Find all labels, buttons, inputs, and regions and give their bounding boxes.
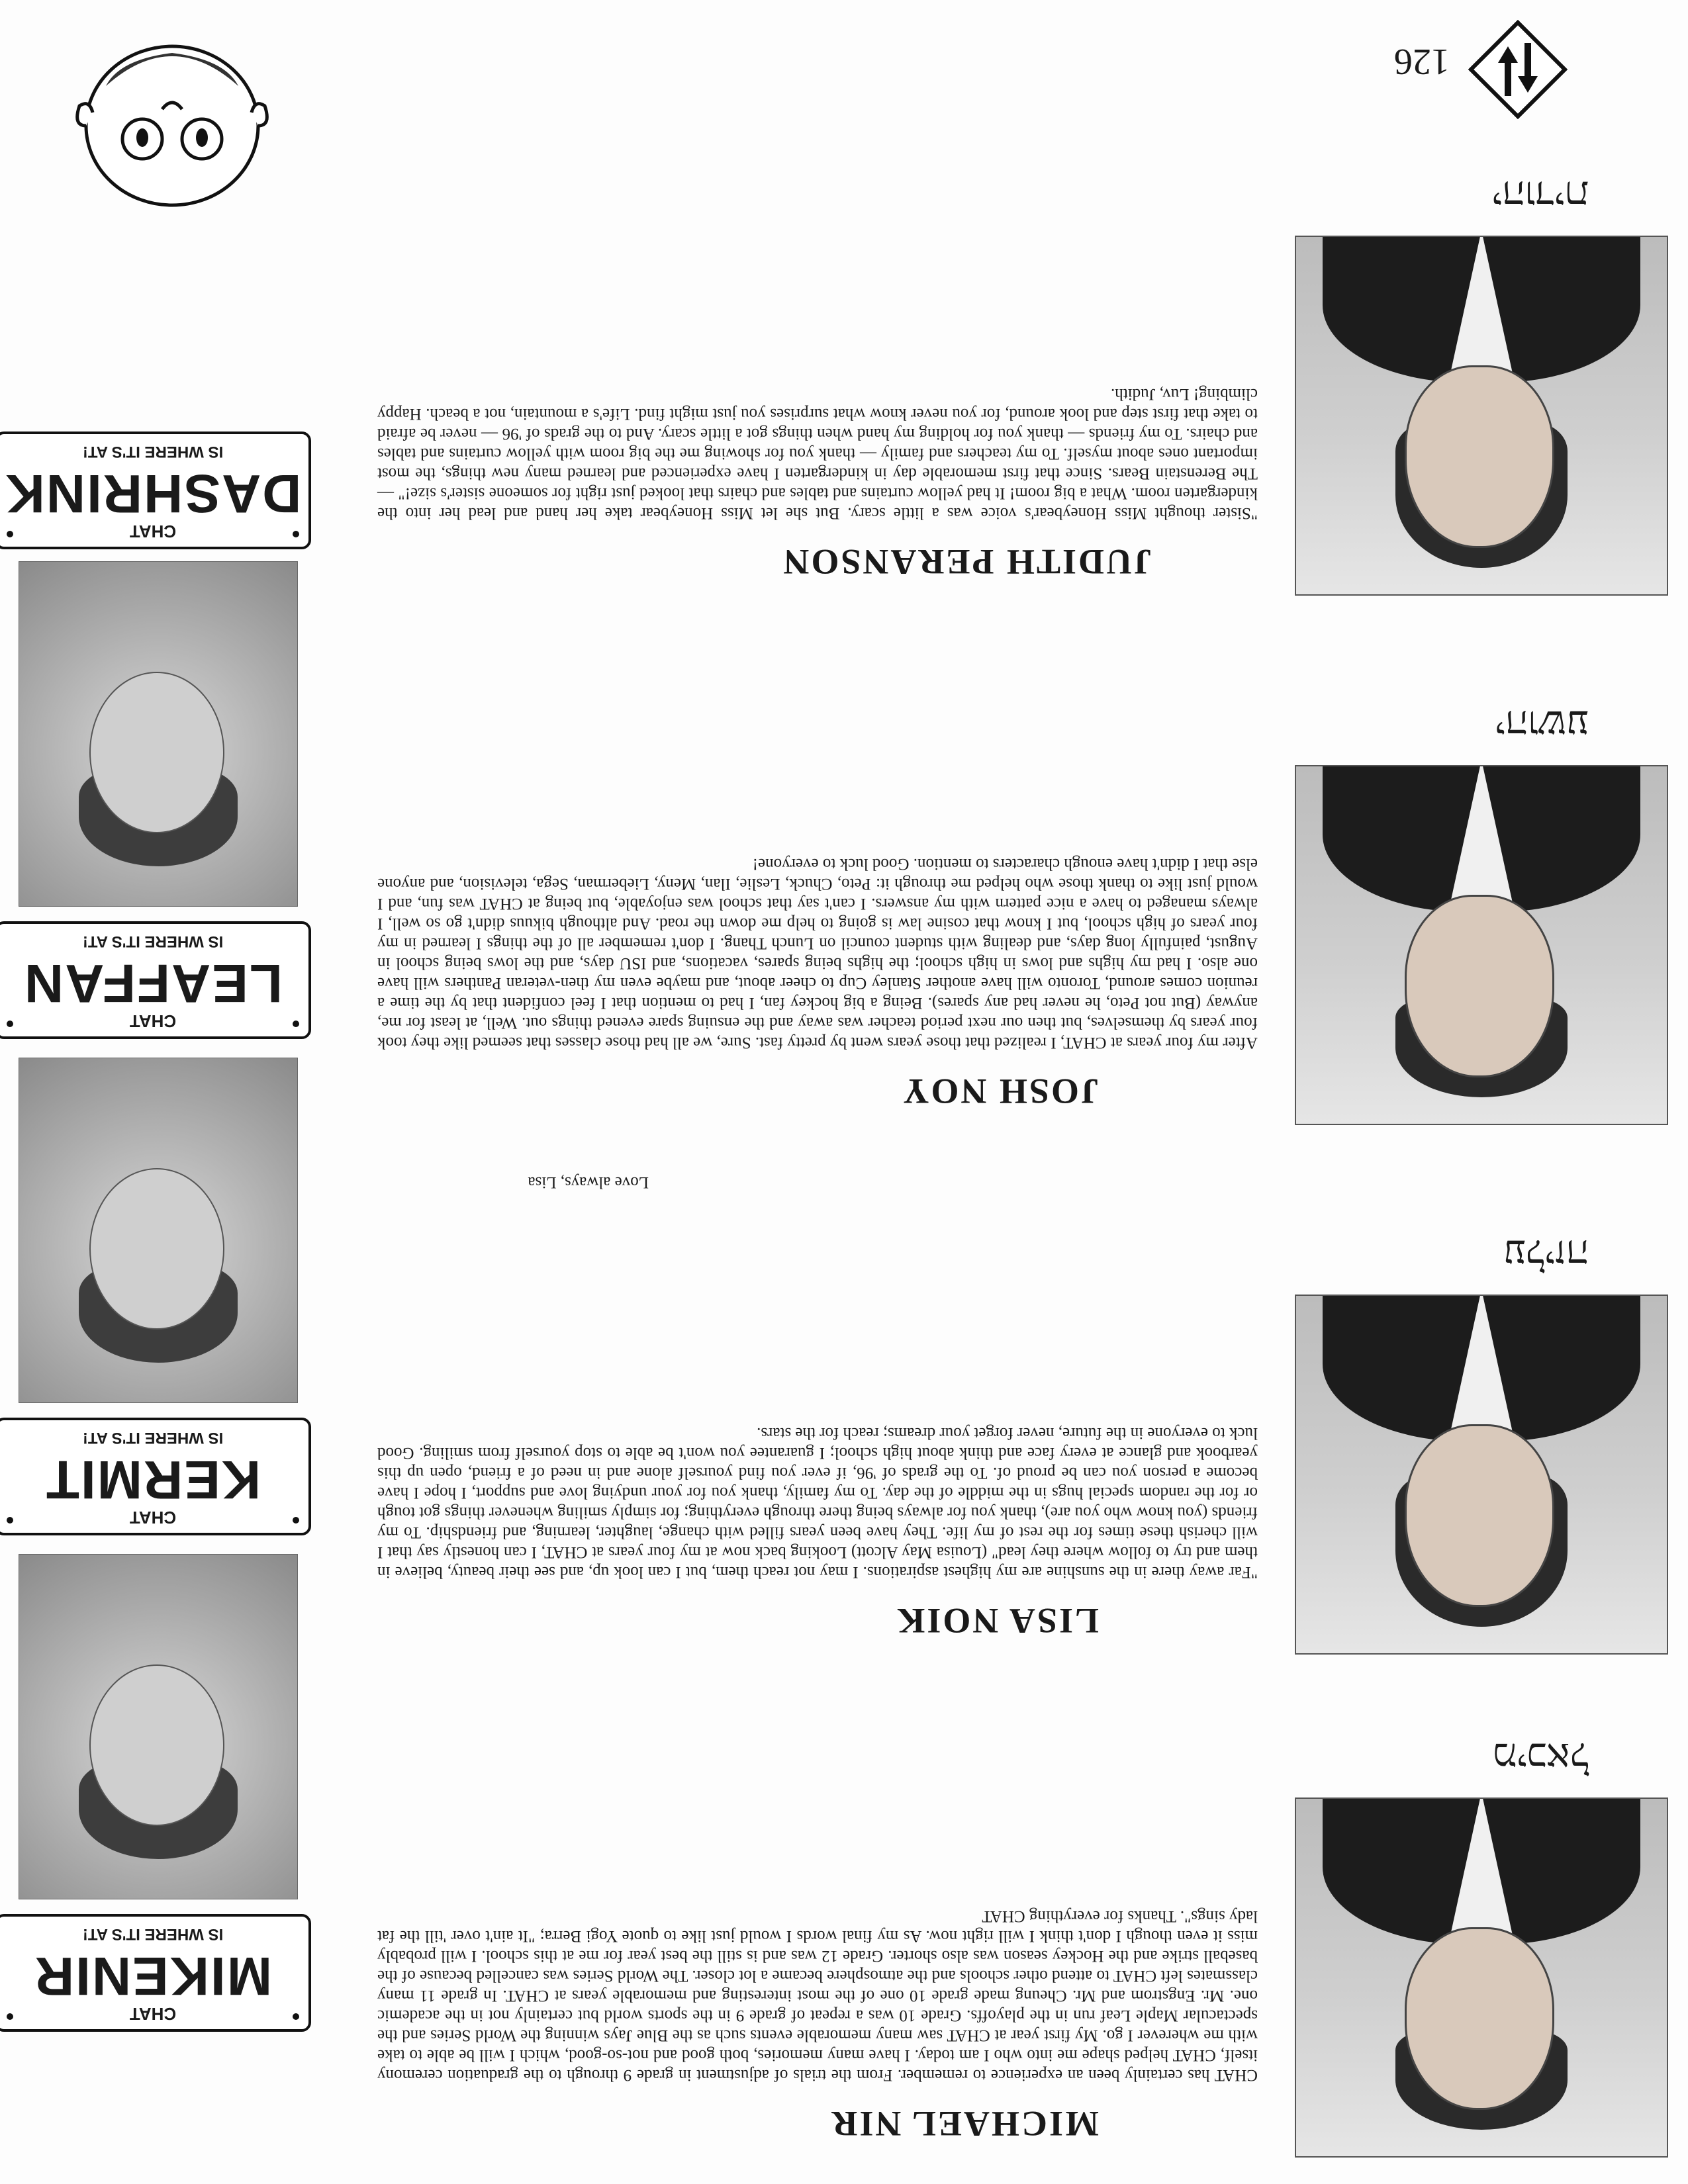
grad-bio: "Far away there in the sunshine are my highest aspirations. I may not reach them, but I can look up, and see their beauty, believe in them and try to follow where they lead" (Louisa May Alcott) Looking back now at my four years at CHAT, I can honestly say that I will cherish these times for the rest of my life. They have been years filled with change, laughter, learning, and friendship. To my friends (you know who you are), thank you for always being there through everything; for simply smiling whenever things got tough or for the random special hugs in the middle of the day. To my family, thank you for your undying love and support, I hope I have become a person you can be proud of. To the grads of '96, if ever you find yourself alone and in need of a friend, open up this yearbook and glance at every face and think about high school; I guarantee you won't be able to stop yourself from smiling. Good luck to everyone in the future, never forget your dreams; reach for the stars. (377, 1424, 1258, 1581)
grad-portrait-photo (1295, 236, 1668, 596)
hebrew-name: מיכאל (1493, 1734, 1589, 1780)
plate-main-text: MIKENIR (33, 1946, 273, 2006)
plate-bottom-text: IS WHERE IT'S AT! (82, 443, 224, 461)
plate-bottom-text: IS WHERE IT'S AT! (82, 1429, 224, 1447)
sidebar (0, 0, 324, 2184)
childhood-photo (19, 1058, 298, 1403)
grad-portrait-photo (1295, 1797, 1668, 2158)
grad-name: JOSH NOY (901, 1071, 1099, 1111)
plate-top-text: CHAT (129, 1508, 177, 1527)
license-plate (0, 432, 311, 549)
plate-main-text: DASHRINK (4, 463, 302, 523)
grad-portrait-photo (1295, 765, 1668, 1125)
childhood-photo (19, 561, 298, 907)
license-plate (0, 1914, 311, 2032)
plate-bottom-text: IS WHERE IT'S AT! (82, 933, 224, 950)
hebrew-name: יהושע (1494, 702, 1589, 748)
grad-name: JUDITH PERANSON (781, 542, 1152, 582)
grad-portrait-photo (1295, 1295, 1668, 1655)
grad-name: MICHAEL NIR (829, 2104, 1099, 2144)
divided-road-sign-icon (1468, 20, 1568, 119)
plate-top-text: CHAT (129, 522, 177, 541)
plate-bottom-text: IS WHERE IT'S AT! (82, 1925, 224, 1943)
plate-main-text: KERMIT (44, 1449, 261, 1510)
grad-bio: After my four years at CHAT, I realized that those years went by pretty fast. Sure, we all had those classes that seemed like they took four years by themselves, but then our next period teacher was away and the ensuing spare evened things out. Well, at least for me, anyway (But not Peto, he never had any spares). Being a big hockey fan, I had to mention that I feel confident that by the time a reunion comes around, Toronto will have another Stanley Cup to cheer about, and maybe even my then-veteran Panthers will have one also. I had my highs and lows in high school; the highs being spares, vacations, and ISU days, and the lows being school in August, painfully long days, and dealing with student council on Lunch Thang. I don't remember all of the things I learned in my four years of high school, but I know that cosine law is going to help me down the road. And although bikuus didn't go so well, I always managed to have a nice pattern with my answers. I can't say that school was enjoyable, but being at CHAT was fun, and I would just like to thank those who helped me through it: Peto, Chuck, Leslie, Ilan, Meny, Lieberman, Sega, television, and anyone else that I didn't have enough characters to mention. Good luck to everyone! (377, 855, 1258, 1052)
plate-main-text: LEAFFAN (23, 953, 283, 1013)
page-number: 126 (1394, 41, 1450, 82)
grad-signoff: Love always, Lisa (528, 1173, 649, 1191)
childhood-photo (19, 1554, 298, 1899)
plate-top-text: CHAT (129, 2004, 177, 2024)
license-plate (0, 1418, 311, 1535)
grad-entry-josh-noy (377, 622, 1668, 1125)
grad-name: LISA NOIK (895, 1601, 1099, 1641)
hebrew-name: יהודית (1491, 172, 1589, 218)
license-plate (0, 921, 311, 1039)
hebrew-name: עליזה (1503, 1231, 1589, 1277)
grad-entry-judith-peranson (377, 119, 1668, 596)
grad-entry-lisa-noik (377, 1152, 1668, 1655)
grad-bio: CHAT has certainly been an experience to remember. From the trials of adjustment in grade 9 through to the graduation ceremony itself, CHAT helped shape me into who I am today. I have many memories, both good and not-so-good, which I will be able to take with me wherever I go. My first year at CHAT saw many memorable events such as the Blue Jays winning the World Series and the spectacular Maple Leaf run in the playoffs. Grade 10 was a repeat of grade 9 in the sports world but certainly not in the academic one. Mr. Engstrom and Mr. Cheung made grade 10 one of the most interesting and memorable years at CHAT. In grade 11 many classmates left CHAT to attend other schools and the atmosphere became a lot closer. The World Series was cancelled because of the baseball strike and the Hockey season was also shorter. Grade 12 was and is still the best year for me at this school. I will probably miss it even though I don't think I will right now. As my final words I would just like to quote Yogi Berra; "It ain't over 'till the fat lady sings". Thanks for everything CHAT (377, 1907, 1258, 2084)
grad-bio: "Sister thought Miss Honeybear's voice was a little scary. But she let Miss Honeybear take her hand and lead her into the kindergarten room. What a big room! It had yellow curtains and tables and chairs that looked just right for someone sister's size!" — The Berenstain Bears. Since that first memorable day in kindergarten I have experienced and learned many new things, the most important ones about myself. To my teachers and family — thank you for showing me the big room with yellow curtains and tables and chairs. To my friends — thank you for holding my hand when things got a little scary. And to the grads of '96 — never be afraid to take that first step and look around, for you never know what surprises you just might find. Life's a mountain, not a beach. Happy climbing! Luv, Judith. (377, 385, 1258, 522)
cartoon-face-icon (46, 13, 298, 225)
grad-entry-michael-nir (377, 1681, 1668, 2158)
plate-top-text: CHAT (129, 1011, 177, 1031)
